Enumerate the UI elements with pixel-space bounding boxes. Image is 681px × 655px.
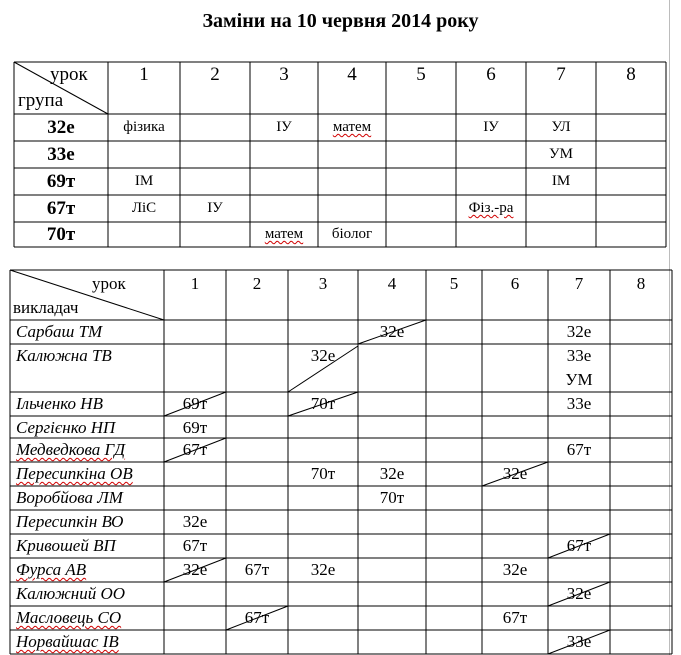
substitution-cell: 70т [310,464,336,483]
substitution-cell: ІМ [134,173,154,189]
header-lesson: урок [92,274,126,293]
substitution-cell: 32е [310,560,336,579]
group-name: 67т [46,198,76,219]
substitution-cell: 32е [502,464,528,483]
teacher-name [10,606,164,630]
substitution-cell: 32е [566,322,592,341]
substitution-cell: 67т [244,608,270,627]
substitution-cell: 67т [502,608,528,627]
lesson-number: 7 [556,64,566,85]
lesson-number: 2 [252,274,262,293]
substitution-cell: УЛ [551,119,571,135]
lesson-number: 8 [636,274,646,293]
teacher-name: Кривошей ВП [16,536,116,555]
teacher-name: Воробйова ЛМ [16,488,123,507]
lesson-number: 3 [279,64,289,85]
lesson-number: 4 [347,64,357,85]
header-teacher: викладач [13,298,79,317]
substitution-cell: 70т [310,394,336,413]
lesson-number: 5 [416,64,426,85]
substitution-cell: 33е [566,632,592,651]
teacher-name: Калюжна ТВ [16,346,112,365]
group-name: 33е [47,144,75,165]
substitution-cell: 32е [379,464,405,483]
substitution-text: матем [264,226,304,242]
substitution-cell: 33е [566,346,592,365]
substitution-text: Фіз.-ра [468,200,514,216]
substitution-cell: ІУ [276,119,292,135]
teacher-name-text: Медведкова ГД [16,440,126,459]
substitution-cell: 32е [182,560,208,579]
lesson-number: 6 [510,274,520,293]
substitution-cell: 69т [182,394,208,413]
teacher-name [10,462,164,486]
substitution-cell: біолог [331,226,373,242]
substitution-cell [456,195,526,222]
substitution-cell-extra: УМ [565,370,593,389]
teacher-name [10,558,164,582]
lesson-number: 4 [387,274,397,293]
substitution-cell: 67т [182,536,208,555]
group-name: 69т [46,171,76,192]
substitution-cell: ЛіС [131,200,157,216]
teacher-name-text: Фурса АВ [16,560,87,579]
teacher-name: Сарбаш ТМ [16,322,103,341]
substitution-cell: 70т [379,488,405,507]
substitution-cell: 32е [310,346,336,365]
substitution-cell: 32е [566,584,592,603]
substitution-cell [318,114,386,141]
lesson-number: 2 [210,64,220,85]
lesson-number: 3 [318,274,328,293]
substitution-cell: 67т [244,560,270,579]
teacher-name: Калюжний ОО [16,584,126,603]
substitution-cell: ІУ [483,119,499,135]
substitution-cell: 67т [566,440,592,459]
substitution-cell: 67т [566,536,592,555]
lesson-number: 1 [190,274,200,293]
substitution-cell: 32е [182,512,208,531]
substitution-cell: ІМ [551,173,571,189]
lesson-number: 5 [449,274,459,293]
teacher-name-text: Масловець СО [16,608,122,627]
lesson-number: 7 [574,274,584,293]
header-lesson: урок [50,64,88,85]
substitution-text: матем [332,119,372,135]
group-name: 70т [46,224,76,245]
substitution-cell: 67т [182,440,208,459]
substitution-cell: УМ [549,146,573,162]
substitution-cell: 32е [379,322,405,341]
group-name: 32е [47,117,75,138]
teacher-name [10,438,164,462]
lesson-number: 6 [486,64,496,85]
teacher-name-text: Пересипкіна ОВ [16,464,133,483]
teacher-name [10,630,164,654]
teacher-name: Пересипкін ВО [16,512,124,531]
lesson-number: 1 [139,64,149,85]
teacher-name: Сергієнко НП [16,418,116,437]
substitution-cell: 32е [502,560,528,579]
page-title: Заміни на 10 червня 2014 року [202,10,479,32]
teacher-name: Ільченко НВ [16,394,103,413]
substitution-cell: фізика [123,119,165,135]
teacher-name-text: Норвайшас ІВ [16,632,119,651]
lesson-number: 8 [626,64,636,85]
substitution-cell: ІУ [207,200,223,216]
header-group: група [18,90,64,111]
substitution-cell: 69т [182,418,208,437]
substitution-cell: 33е [566,394,592,413]
substitution-cell [250,222,318,247]
